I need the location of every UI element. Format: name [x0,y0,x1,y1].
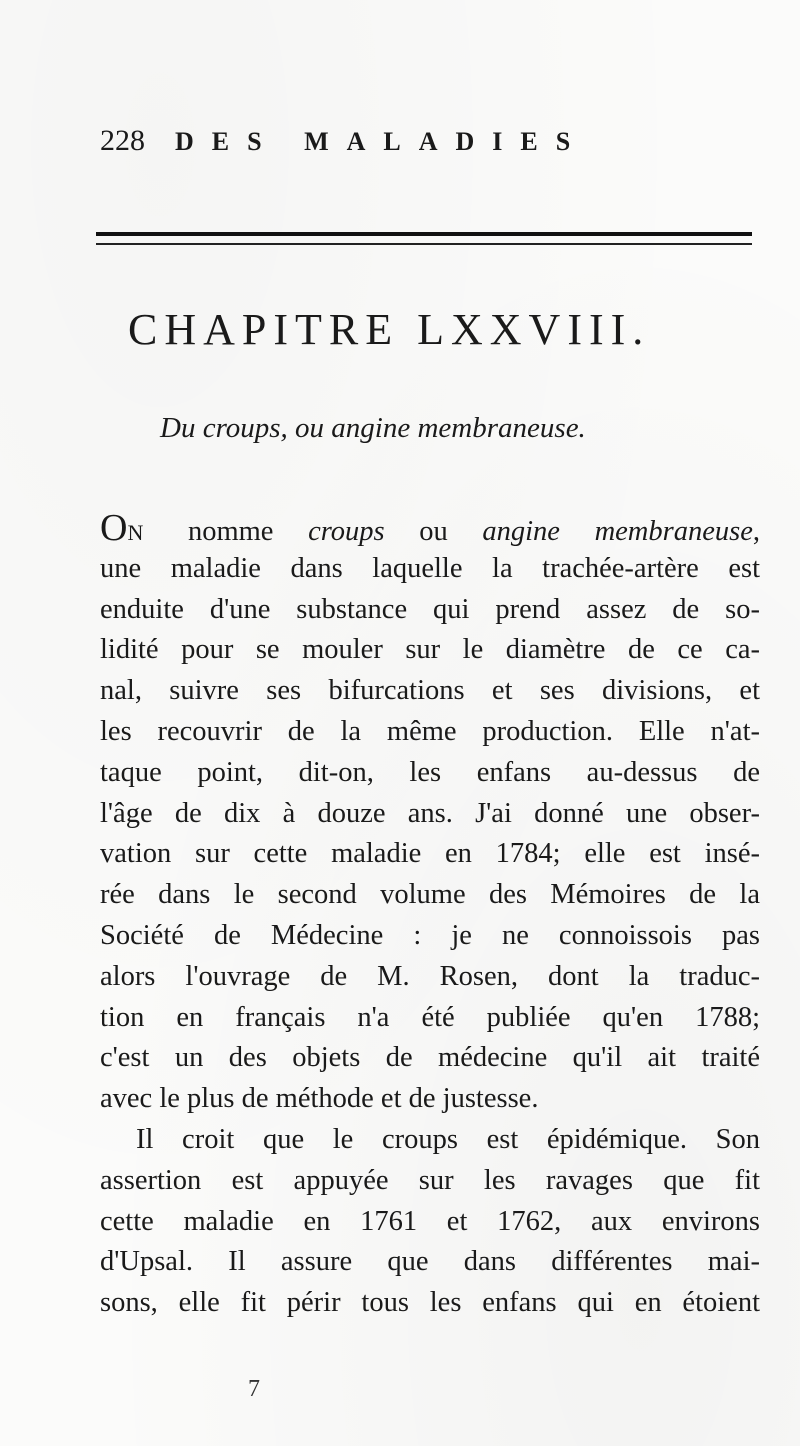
body-text [100,508,760,1324]
text-line: tion en français n'a été publiée qu'en 1788; [100,1001,760,1033]
text-line: taque point, dit-on, les enfans au-dessus de [100,756,760,788]
text-line: vation sur cette maladie en 1784; elle est insé- [100,838,760,870]
chapter-title: CHAPITRE LXXVIII. [128,305,651,354]
page-number: 228 [100,124,145,157]
text-line: une maladie dans laquelle la trachée-artère est [100,552,760,584]
header-rule-thin [96,243,752,245]
header-rule-thick [96,232,752,236]
text-line: d'Upsal. Il assure que dans différentes mai- [100,1246,760,1278]
line-segment: nomme [153,516,309,547]
running-head-title: DES MALADIES [175,127,589,156]
small-cap: N [127,520,144,545]
italic-term: croups [308,516,385,547]
text-line: alors l'ouvrage de M. Rosen, dont la traduc- [100,960,760,992]
line-segment: ou [384,516,483,547]
text-line: lidité pour se mouler sur le diamètre de ce ca- [100,634,760,666]
text-line: rée dans le second volume des Mémoires de la [100,879,760,911]
text-line: l'âge de dix à douze ans. J'ai donné une obser- [100,797,760,829]
text-line: les recouvrir de la même production. Elle n'at- [100,715,760,747]
chapter-subtitle: Du croups, ou angine membraneuse. [160,412,586,444]
text-line: avec le plus de méthode et de justesse. [100,1083,539,1115]
text-line: cette maladie en 1761 et 1762, aux environs [100,1205,760,1237]
text-line: c'est un des objets de médecine qu'il ait traité [100,1042,760,1074]
drop-cap: O [100,507,128,549]
running-header [100,124,660,164]
line-segment: , [752,516,760,547]
text-line: sons, elle fit périr tous les enfans qui en étoient [100,1287,760,1319]
text-line: enduite d'une substance qui prend assez de so- [100,593,760,625]
signature-mark: 7 [248,1376,260,1402]
italic-term: angine membraneuse [482,516,753,547]
paragraph-1-line-1 [100,508,760,549]
text-line: nal, suivre ses bifurcations et ses divisions, et [100,675,760,707]
text-line: Société de Médecine : je ne connoissois pas [100,919,760,951]
text-line: Il croit que le croups est épidémique. Son [136,1123,760,1155]
text-line: assertion est appuyée sur les ravages que fit [100,1164,760,1196]
